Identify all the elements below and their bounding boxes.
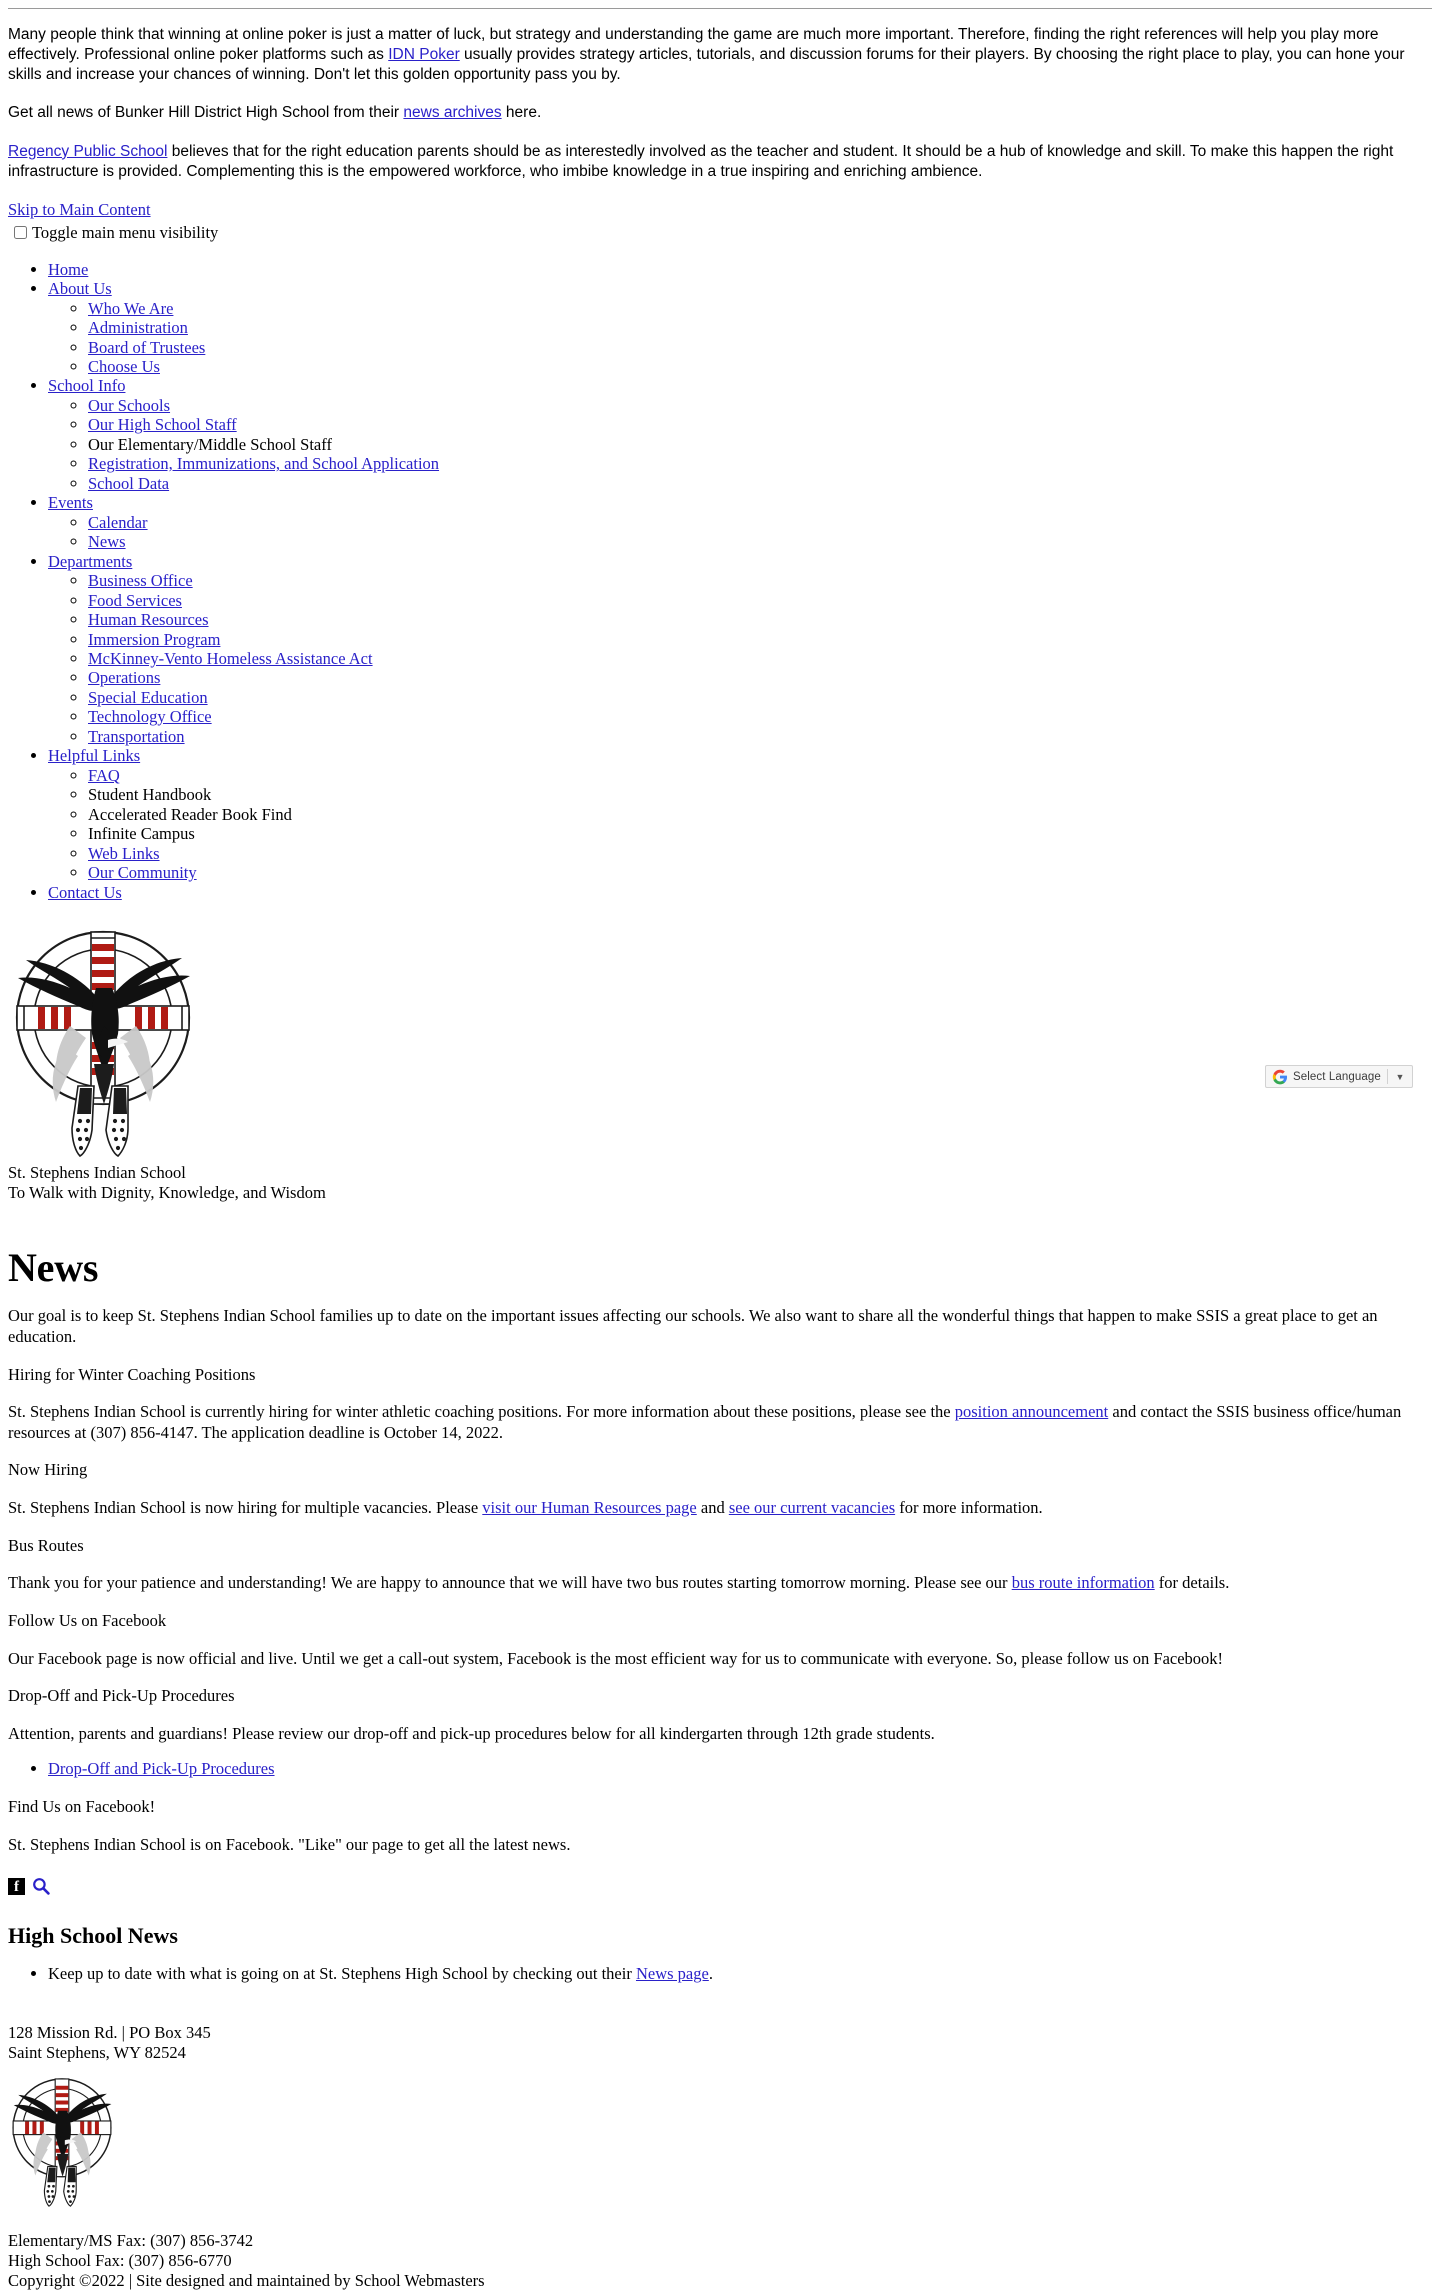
nav-subitem-registration-immunizations-and-school-application	[88, 454, 1432, 473]
intro-text-3b: believes that for the right education parents should be as interestedly involved as the teacher and student. It should be a hub of knowledge and skill. To make this happen the right infrastructure is provided. Complementing this is the empowered workforce, who imbibe knowledge in a true inspiring and enriching ambience.	[8, 142, 1394, 180]
nav-subitem-administration	[88, 318, 1432, 337]
nav-sublink-our-community[interactable]: Our Community	[88, 863, 197, 883]
main-menu-toggle-checkbox[interactable]	[14, 226, 27, 239]
nav-subitem-board-of-trustees	[88, 338, 1432, 357]
news-item-title: Now Hiring	[8, 1460, 88, 1480]
nav-sublink-web-links[interactable]: Web Links	[88, 843, 160, 863]
nav-sublink-transportation[interactable]: Transportation	[88, 726, 185, 746]
news-item-body: Our Facebook page is now official and live. Until we get a call-out system, Facebook is the most efficient way for us to communicate with everyone. So, please follow us on Facebook!	[8, 1648, 1224, 1668]
nav-subitem-mckinney-vento-homeless-assistance-act	[88, 649, 1432, 668]
news-item-body: St. Stephens Indian School is on Facebook. "Like" our page to get all the latest news.	[8, 1834, 571, 1854]
facebook-icon[interactable]	[8, 1878, 25, 1895]
school-tagline: To Walk with Dignity, Knowledge, and Wisdom	[8, 1183, 326, 1203]
news-item-title: Drop-Off and Pick-Up Procedures	[8, 1686, 235, 1706]
news-body-text: and contact the SSIS business office/human resources at (307) 856-4147. The application deadline is October 14, 2022.	[8, 1402, 1402, 1442]
page-title: News	[8, 1245, 99, 1291]
drop-off-procedures-list	[8, 1759, 1432, 1780]
nav-subitem-our-high-school-staff	[88, 415, 1432, 434]
nav-subitem-infinite-campus	[88, 824, 1432, 843]
nav-sublink-accelerated-reader-book-find: Accelerated Reader Book Find	[88, 804, 292, 824]
news-item-body	[8, 1402, 1432, 1443]
human-resources-page-link[interactable]: visit our Human Resources page	[482, 1498, 697, 1518]
news-item-title: Follow Us on Facebook	[8, 1610, 167, 1630]
news-item-body	[8, 1573, 1432, 1594]
nav-sublink-who-we-are[interactable]: Who We Are	[88, 298, 174, 318]
footer-fax-elementary: Elementary/MS Fax: (307) 856-3742	[8, 2231, 254, 2251]
nav-sublink-board-of-trustees[interactable]: Board of Trustees	[88, 337, 206, 357]
news-body-text: for more information.	[895, 1498, 1043, 1518]
list-item	[48, 1964, 1432, 1985]
school-name: St. Stephens Indian School	[8, 1163, 186, 1183]
page-root	[0, 8, 1440, 2292]
menu-toggle-row	[8, 223, 1432, 243]
nav-subitem-faq	[88, 766, 1432, 785]
nav-submenu-events	[48, 513, 1432, 552]
intro-text-1b: usually provides strategy articles, tutorials, and discussion forums for their players. By choosing the right place to play, you can hone your skills and increase your chances of winning. Don't let this golden opportunity pass you by.	[8, 46, 1405, 84]
news-item-title: Bus Routes	[8, 1535, 84, 1555]
skip-to-main-content-link[interactable]: Skip to Main Content	[8, 199, 151, 219]
nav-sublink-our-high-school-staff[interactable]: Our High School Staff	[88, 415, 237, 435]
position-announcement-link[interactable]: position announcement	[954, 1402, 1109, 1422]
footer-address-line1: 128 Mission Rd. | PO Box 345	[8, 2022, 211, 2042]
chevron-down-icon[interactable]: ▼	[1395, 1071, 1405, 1082]
news-body-text: St. Stephens Indian School is now hiring for multiple vacancies. Please	[8, 1498, 483, 1518]
news-body-text: for details.	[1154, 1573, 1230, 1593]
nav-submenu-departments	[48, 571, 1432, 746]
nav-subitem-choose-us	[88, 357, 1432, 376]
nav-sublink-school-data[interactable]: School Data	[88, 473, 170, 493]
nav-sublink-mckinney-vento-homeless-assistance-act[interactable]: McKinney-Vento Homeless Assistance Act	[88, 649, 373, 669]
nav-subitem-web-links	[88, 844, 1432, 863]
news-item-title: Find Us on Facebook!	[8, 1797, 156, 1817]
hs-news-text: .	[708, 1964, 713, 1984]
nav-sublink-calendar[interactable]: Calendar	[88, 512, 148, 532]
footer-fax-highschool: High School Fax: (307) 856-6770	[8, 2251, 232, 2271]
social-links-row	[8, 1875, 1432, 1897]
hs-news-text: Keep up to date with what is going on at St. Stephens High School by checking out their	[48, 1964, 636, 1984]
school-logo[interactable]	[8, 918, 198, 1161]
nav-subitem-accelerated-reader-book-find	[88, 805, 1432, 824]
footer-contact	[8, 2231, 1432, 2291]
footer-logo[interactable]	[8, 2071, 116, 2209]
nav-submenu-helpful-links	[48, 766, 1432, 883]
news-body-text: Thank you for your patience and understanding! We are happy to announce that we will have two bus routes starting tomorrow morning. Please see our	[8, 1573, 1012, 1593]
nav-sublink-faq[interactable]: FAQ	[88, 765, 120, 785]
nav-subitem-business-office	[88, 571, 1432, 590]
main-menu-toggle-label: Toggle main menu visibility	[32, 222, 219, 242]
nav-link-events[interactable]: Events	[48, 493, 93, 513]
footer-copyright: Copyright ©2022 | Site designed and maintained by School Webmasters	[8, 2271, 485, 2291]
footer-address-line2: Saint Stephens, WY 82524	[8, 2043, 186, 2063]
nav-item-contact-us	[48, 883, 1432, 902]
nav-link-home[interactable]: Home	[48, 259, 89, 279]
nav-sublink-technology-office[interactable]: Technology Office	[88, 707, 212, 727]
nav-link-departments[interactable]: Departments	[48, 551, 133, 571]
high-school-news-heading: High School News	[8, 1923, 178, 1949]
intro-paragraph-bunker-hill	[8, 103, 1432, 123]
news-intro: Our goal is to keep St. Stephens Indian School families up to date on the important issues affecting our schools. We also want to share all the wonderful things that happen to make SSIS a great place to get an education.	[8, 1306, 1378, 1346]
top-divider	[8, 8, 1432, 9]
nav-submenu-about-us	[48, 299, 1432, 377]
hs-news-page-link[interactable]: News page	[635, 1964, 709, 1984]
nav-item-home	[48, 260, 1432, 279]
nav-subitem-food-services	[88, 591, 1432, 610]
nav-subitem-special-education	[88, 688, 1432, 707]
footer-address	[8, 2023, 1432, 2063]
nav-sublink-special-education[interactable]: Special Education	[88, 687, 208, 707]
nav-link-about-us[interactable]: About Us	[48, 279, 112, 299]
nav-item-helpful-links	[48, 746, 1432, 882]
nav-sublink-news[interactable]: News	[88, 532, 126, 552]
nav-subitem-our-schools	[88, 396, 1432, 415]
main-navigation	[8, 260, 1432, 902]
nav-subitem-our-community	[88, 863, 1432, 882]
drop-off-pick-up-procedures-link[interactable]: Drop-Off and Pick-Up Procedures	[48, 1759, 275, 1779]
nav-subitem-student-handbook	[88, 785, 1432, 804]
nav-sublink-business-office[interactable]: Business Office	[88, 571, 193, 591]
nav-subitem-calendar	[88, 513, 1432, 532]
news-body-text: St. Stephens Indian School is currently hiring for winter athletic coaching positions. For more information about these positions, please see the	[8, 1402, 955, 1422]
news-archives-link[interactable]: news archives	[403, 104, 502, 122]
news-item-body: Attention, parents and guardians! Please review our drop-off and pick-up procedures below for all kindergarten through 12th grade students.	[8, 1723, 935, 1743]
nav-subitem-operations	[88, 668, 1432, 687]
google-translate-widget[interactable]	[1265, 1065, 1413, 1088]
nav-item-departments	[48, 552, 1432, 747]
news-body-text: and	[696, 1498, 729, 1518]
nav-sublink-food-services[interactable]: Food Services	[88, 590, 182, 610]
nav-sublink-human-resources[interactable]: Human Resources	[88, 610, 209, 630]
high-school-news-list	[8, 1964, 1432, 1985]
nav-subitem-who-we-are	[88, 299, 1432, 318]
nav-sublink-infinite-campus: Infinite Campus	[88, 824, 195, 844]
search-icon[interactable]	[32, 1877, 50, 1895]
intro-paragraph-poker	[8, 25, 1432, 85]
nav-link-school-info[interactable]: School Info	[48, 376, 126, 396]
nav-subitem-school-data	[88, 474, 1432, 493]
news-item-title: Hiring for Winter Coaching Positions	[8, 1364, 256, 1384]
intro-text-2a: Get all news of Bunker Hill District High School from their	[8, 104, 404, 122]
intro-text-2b: here.	[501, 104, 542, 122]
nav-sublink-our-schools[interactable]: Our Schools	[88, 395, 171, 415]
nav-subitem-immersion-program	[88, 630, 1432, 649]
nav-item-about-us	[48, 279, 1432, 376]
nav-sublink-registration-immunizations-and-school-application[interactable]: Registration, Immunizations, and School Application	[88, 454, 440, 474]
current-vacancies-link[interactable]: see our current vacancies	[728, 1498, 896, 1518]
nav-subitem-our-elementary-middle-school-staff	[88, 435, 1432, 454]
nav-item-school-info	[48, 376, 1432, 493]
regency-public-school-link[interactable]: Regency Public School	[8, 142, 168, 160]
nav-sublink-choose-us[interactable]: Choose Us	[88, 356, 160, 376]
news-item-body	[8, 1498, 1432, 1519]
idn-poker-link[interactable]: IDN Poker	[388, 46, 460, 64]
nav-link-contact-us[interactable]: Contact Us	[48, 882, 122, 902]
list-item	[48, 1759, 1432, 1780]
intro-text-1a: Many people think that winning at online poker is just a matter of luck, but strategy and understanding the game are much more important. Therefore, finding the right references will help you play more effectively. Professional online poker platforms such as	[8, 26, 1379, 64]
nav-sublink-student-handbook: Student Handbook	[88, 785, 212, 805]
intro-paragraph-regency	[8, 142, 1432, 182]
bus-route-information-link[interactable]: bus route information	[1011, 1573, 1155, 1593]
nav-subitem-news	[88, 532, 1432, 551]
nav-item-events	[48, 493, 1432, 551]
translate-select-label: Select Language	[1293, 1070, 1381, 1083]
nav-subitem-technology-office	[88, 707, 1432, 726]
nav-sublink-administration[interactable]: Administration	[88, 318, 188, 338]
nav-sublink-immersion-program[interactable]: Immersion Program	[88, 629, 221, 649]
nav-submenu-school-info	[48, 396, 1432, 493]
nav-subitem-transportation	[88, 727, 1432, 746]
google-g-icon	[1272, 1069, 1288, 1085]
nav-sublink-our-elementary-middle-school-staff: Our Elementary/Middle School Staff	[88, 434, 332, 454]
nav-subitem-human-resources	[88, 610, 1432, 629]
nav-sublink-operations[interactable]: Operations	[88, 668, 161, 688]
nav-link-helpful-links[interactable]: Helpful Links	[48, 746, 141, 766]
